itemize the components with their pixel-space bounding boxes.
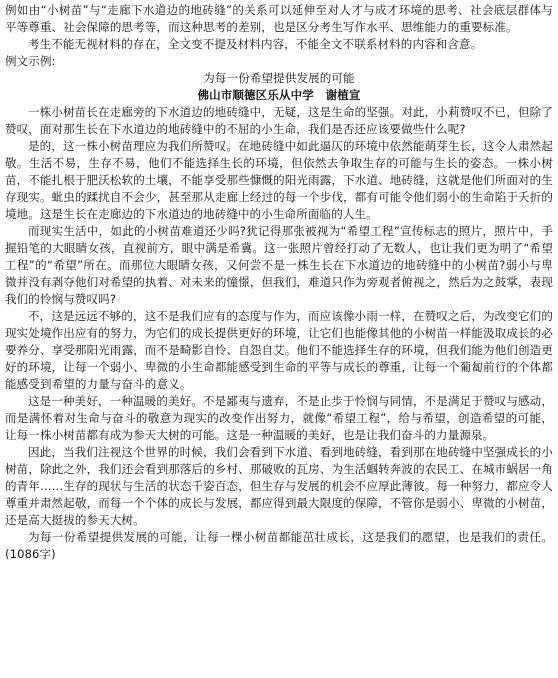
essay-title: 为每一份希望提供发展的可能 [203,71,355,85]
essay-byline: 佛山市顺德区乐从中学 谢植宣 [197,88,361,102]
intro-paragraph-2: 考生不能无视材料的存在，全文变不提及材料内容，不能全文不联系材料的内容和含意。 [28,37,483,51]
essay-paragraph-1: 一株小树苗长在走廊旁的下水道边的地砖缝中，无疑，这是生命的坚强。对此，小莉赞叹不已，但除了赞叹，面对那生长在下水道边的地砖缝中的不屈的小生命，我们是否还应该要做些什么呢? [5,105,553,136]
essay-paragraph-7: 为每一份希望提供发展的可能，让每一棵小树苗都能茁壮成长，这是我们的愿望，也是我们的责任。(1086字) [5,530,553,561]
intro-paragraph-1: 例如由“小树苗”与“走廊下水道边的地砖缝”的关系可以延伸至对人才与成才环境的思考、社会底层群体与平等尊重、社会保障的思考等，而这种思考的差别，也是区分考生写作水平、思维能力的重要标准。 [5,3,553,34]
example-heading: 例文示例: [5,54,56,68]
essay-paragraph-3: 而现实生活中，如此的小树苗难道还少吗?犹记得那张被视为“希望工程”宣传标志的照片，照片中，手握铅笔的大眼睛女孩，直视前方，眼中满是希冀。这一张照片曾经打动了无数人，也让我们更为明了“希望工程”的“希望”所在。而那位大眼睛女孩，又何尝不是一株生长在下水道边的地砖缝中的小树苗?弱小与卑微并没有剥夺他们对希望的执着、对未来的憧憬，但我们，难道只作为旁观者俯视之，然后为之鼓掌，表现我们的怜悯与赞叹吗? [5,224,553,306]
essay-paragraph-4: 不，这是远远不够的，这不是我们应有的态度与作为，而应该像小雨一样，在赞叹之后，为改变它们的现实处境作出应有的努力，为它们的成长提供更好的环境，让它们也能像其他的小树苗一样能汲取成长的必要养分、享受那阳光雨露，而不是畸影自怜、自怨自艾。他们不能选择生存的环境，但我们能为他们创造更好的环境，让每一个弱小、卑微的小生命都能感受到生命的平等与成长的尊重，让每一个葡匐前行的个体都能感受到希望的力量与奋斗的意义。 [5,309,553,391]
essay-paragraph-2: 是的，这一株小树苗理应为我们所赞叹。在地砖缝中如此逼仄的环境中依然能萌芽生长，这令人肃然起敬。生活不易，生存不易，他们不能选择生长的环境，但依然去争取生存的可能与生长的姿态。一株小树苗，不能扎根于肥沃松软的土壤，不能享受那些慷慨的阳光雨露，下水道、地砖缝，这就是他们所面对的生存现实。蚍虫的蹂扰自不会少，甚至那从走廊上经过的每一个步伐，都有可能令他们弱小的生命陷于夭折的境地。这是生长在走廊边的下水道边的地砖缝中的小生命所面临的人生。 [5,139,553,221]
essay-paragraph-6: 因此，当我们注视这个世界的时候，我们会看到下水道、看到地砖缝，看到那在地砖缝中坚强成长的小树苗，除此之外，我们还会看到那落后的乡村、那破败的瓦房、为生活蝈转奔波的农民工、在城市蜗居一角的青年……生存的现状与生活的状态千姿百态，但生存与发展的机会不应厚此薄彼。每一种努力，都应令人尊重并肃然起敬，而每一个个体的成长与发展，都应得到最大限度的保障，不管你是弱小、卑微的小树苗，还是高大挺拔的参天大树。 [5,445,553,527]
essay-paragraph-5: 这是一种美好，一种温暖的美好。不是鄙夷与遗弃，不是止步于怜悯与同情，不是满足于赞叹与感动，而是满怀着对生命与奋斗的敬意为现实的改变作出努力，就像“希望工程”，给与希望，创造希望的可能，让每一株小树苗都有成为参天大树的可能。这是一种温暖的美好，也是让我们奋斗的力量源泉。 [5,394,553,442]
